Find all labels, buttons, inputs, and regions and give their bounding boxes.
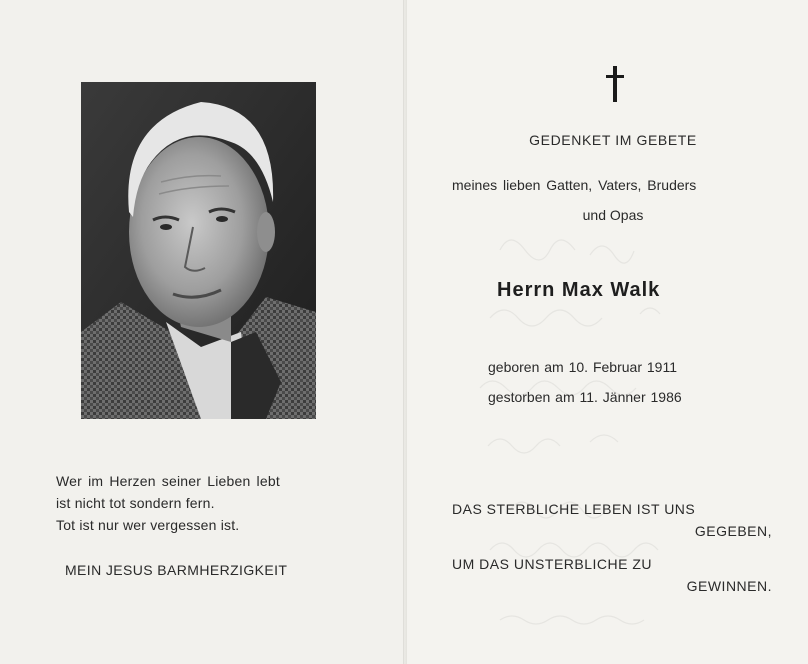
portrait-image bbox=[81, 82, 316, 419]
poem-line: Wer im Herzen seiner Lieben lebt bbox=[56, 473, 280, 489]
deceased-name: Herrn Max Walk bbox=[497, 279, 661, 301]
birth-date: geboren am 10. Februar 1911 bbox=[488, 359, 677, 375]
heading: GEDENKET IM GEBETE bbox=[529, 132, 697, 148]
memorial-poem bbox=[56, 470, 356, 536]
verse-line: GEWINNEN. bbox=[686, 578, 772, 594]
verse-line: UM DAS UNSTERBLICHE ZU bbox=[452, 556, 653, 572]
motto: MEIN JESUS BARMHERZIGKEIT bbox=[65, 562, 288, 578]
poem-line: ist nicht tot sondern fern. bbox=[56, 495, 215, 511]
portrait-photo bbox=[81, 82, 316, 419]
death-date: gestorben am 11. Jänner 1986 bbox=[488, 389, 682, 405]
verse-line: GEGEBEN, bbox=[694, 523, 772, 539]
cross-horizontal bbox=[606, 75, 624, 78]
poem-line: Tot ist nur wer vergessen ist. bbox=[56, 517, 240, 533]
relation-line-1: meines lieben Gatten, Vaters, Bruders bbox=[452, 177, 697, 193]
relation-line-2: und Opas bbox=[582, 207, 644, 223]
cross-vertical bbox=[613, 66, 617, 102]
verse-line: DAS STERBLICHE LEBEN IST UNS bbox=[452, 501, 696, 517]
cross-icon bbox=[605, 66, 625, 102]
